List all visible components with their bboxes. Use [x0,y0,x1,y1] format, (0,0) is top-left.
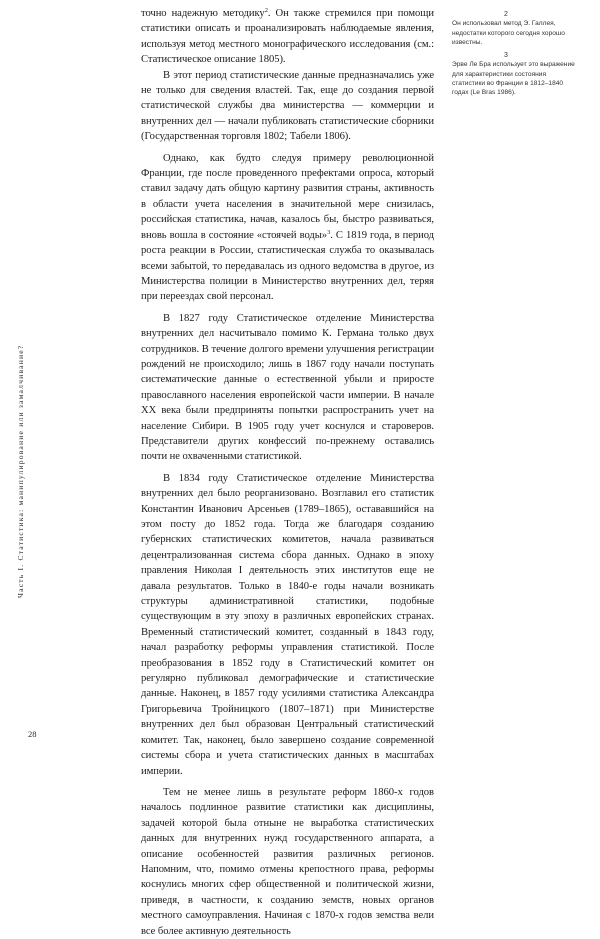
footnote-ref-3[interactable]: 3 [327,228,331,236]
paragraph-2: В этот период статистические данные предназначались уже не только для сведения властей. Так, еще до создания первой статистической службы два министерства — коммерции и внутренних дел — начали публиковать статистические сборники (Государственная торговля 1802; Табели 1806). [141,69,434,143]
footnote-2 [452,10,580,47]
footnotes-column [452,10,580,102]
footnote-ref-2[interactable]: 2 [264,7,268,14]
paragraph-4: В 1827 году Статистическое отделение Министерства внутренних дел насчитывало помимо К. Германа только двух сотрудников. В течение долгого времени улучшения регистрации рождений не происходило; лишь в 1867 году начали поступать систематические данные о естественной убыли и приросте православного населения европейской части империи. В начале XX века были предприняты попытки распространить учет на население Сибири. В 1905 году учет коснулся и староверов. Представители других конфессий по-прежнему оставались почти не охваченными статистикой. [141,312,434,463]
paragraph-text: . С 1819 года, в период роста реакции в России, статистическая служба то оказывалась всеми забытой, то передавалась из одного ведомства в другое, из Министерства полиции в Министерство внутренних дел, теряя при переездах свой персонал. [141,229,434,303]
paragraph-1 [141,6,434,68]
paragraph-text: Однако, как будто следуя примеру революционной Франции, где после проведенного префектами опроса, который ставил задачу дать общую картину развития страны, активность в области учета населения в значительной мере снизилась, российская статистика, начав, казалось бы, быстро развиваться, вновь вошла в состояние «стоячей воды» [141,152,434,241]
paragraph-3 [141,151,434,305]
paragraph-text: точно надежную методику [141,8,265,19]
paragraph-6: Тем не менее лишь в результате реформ 1860-х годов началось подлинное развитие статистики как дисциплины, задачей которой была отныне не выработка статистических данных для внутренних нужд государственного аппарата, а описание особенностей развития различных регионов. Напомним, что, помимо отмены крепостного права, реформы коснулись многих сфер общественной и политической жизни, приведя, в частности, к созданию земств, новых органов местного самоуправления. Начиная с 1870-х годов земства вели все более активную деятельность [141,786,434,937]
footnote-text: Эрве Ле Бра использует это выражение для характеристики состояния статистики во Франции в 1812–1840 годах (Le Bras 1986). [452,61,575,97]
main-text-column [141,6,434,939]
page-number: 28 [28,729,37,739]
paragraph-text: . Он также стремился при помощи статистики описать и проанализировать наблюдаемые явления, используя метод местного монографического исследования (см.: Статистическое описание 1805). [141,8,435,66]
footnote-3 [452,51,580,97]
footnote-text: Он использовал метод Э. Галлея, недостатки которого сегодня хорошо известны. [452,20,565,46]
paragraph-5: В 1834 году Статистическое отделение Министерства внутренних дел было реорганизовано. Возглавил его статистик Константин Иванович Арсеньев (1789–1865), остававшийся на этом посту до 1852 года. Тогда же благодаря созданию губернских статистических комитетов, начала развиваться децентрализованная система сбора данных. Однако в эпоху правления Николая I деятельность этих институтов еще не давала результатов. Только в 1840-е годы начали возникать структуры административной статистики, подобные существующим в эту эпоху в различных европейских странах. Временный статистический комитет, созданный в 1843 году, начал разработку реформы управления статистикой. После преобразования в 1852 году в Статистический комитет он регулярно публиковал демографические и статистические данные. Наконец, в 1857 году усилиями статистика Александра Григорьевича Тройницкого (1807–1871) при Министерстве внутренних дел был образован Центральный статистический комитет. Так, наконец, было завершено создание современной системы сбора и учета статистических данных в масштабах империи. [141,472,434,777]
running-head: Часть I. Статистика: манипулирование или замалчивание? [16,344,25,598]
footnote-number: 3 [504,52,508,60]
footnote-number: 2 [504,11,508,18]
